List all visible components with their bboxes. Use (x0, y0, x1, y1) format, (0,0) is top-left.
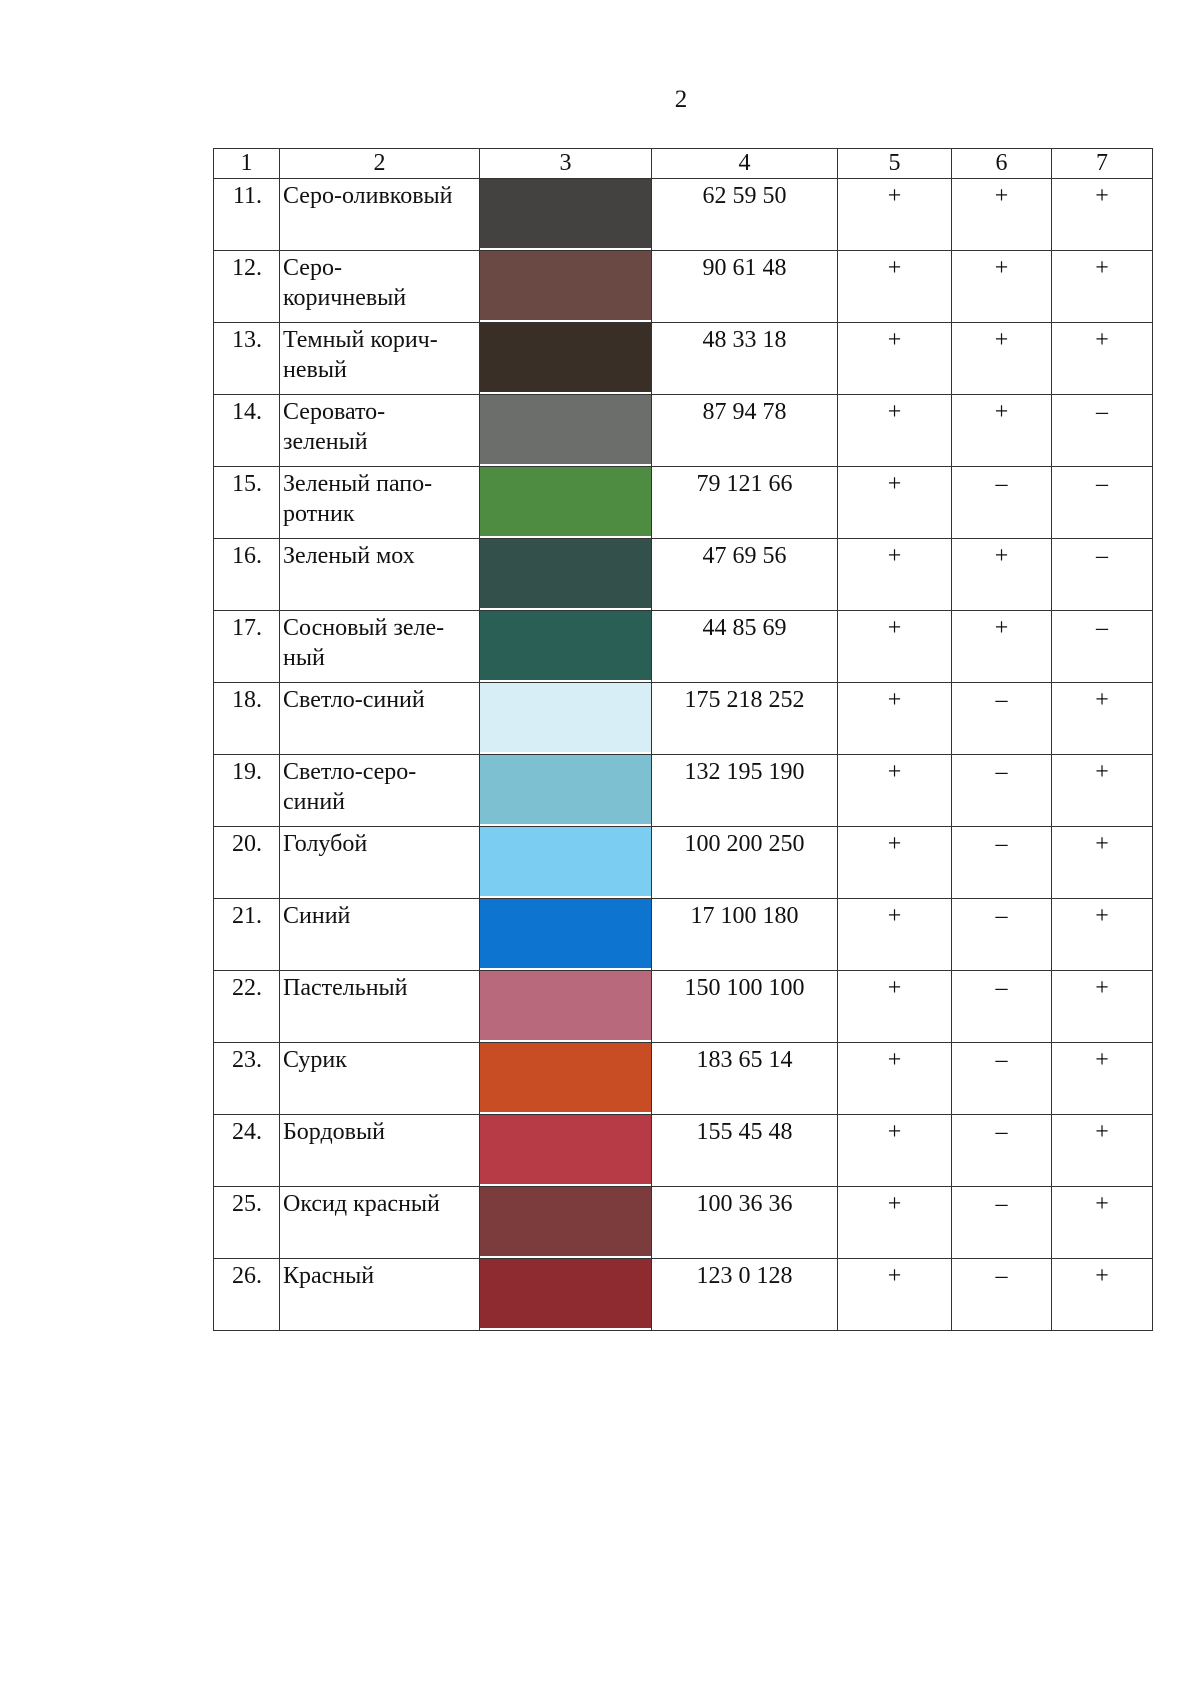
rgb-value: 48 33 18 (652, 323, 838, 395)
color-swatch (480, 179, 651, 248)
color-name: Зеленый папо- ротник (280, 467, 480, 539)
color-name: Серо- коричневый (280, 251, 480, 323)
color-name: Зеленый мох (280, 539, 480, 611)
color-swatch (480, 827, 651, 896)
rgb-value: 132 195 190 (652, 755, 838, 827)
mark-col-6: + (952, 179, 1052, 251)
color-swatch (480, 1187, 651, 1256)
mark-col-5: + (838, 323, 952, 395)
mark-col-6: – (952, 1187, 1052, 1259)
table-row (214, 755, 1153, 827)
color-name: Красный (280, 1259, 480, 1331)
mark-col-7: + (1052, 971, 1153, 1043)
mark-col-7: – (1052, 611, 1153, 683)
table-row (214, 827, 1153, 899)
swatch-cell (480, 323, 652, 395)
color-swatch (480, 539, 651, 608)
table-row (214, 323, 1153, 395)
row-number: 14. (214, 395, 280, 467)
color-name: Оксид красный (280, 1187, 480, 1259)
mark-col-7: + (1052, 323, 1153, 395)
row-number: 25. (214, 1187, 280, 1259)
mark-col-5: + (838, 179, 952, 251)
row-number: 21. (214, 899, 280, 971)
page-number: 2 (674, 86, 688, 113)
rgb-value: 17 100 180 (652, 899, 838, 971)
table-row (214, 467, 1153, 539)
color-name: Пастельный (280, 971, 480, 1043)
table-row (214, 395, 1153, 467)
rgb-value: 79 121 66 (652, 467, 838, 539)
rgb-value: 87 94 78 (652, 395, 838, 467)
mark-col-7: + (1052, 1259, 1153, 1331)
mark-col-7: + (1052, 1187, 1153, 1259)
color-name: Сурик (280, 1043, 480, 1115)
mark-col-5: + (838, 971, 952, 1043)
mark-col-7: + (1052, 179, 1153, 251)
swatch-cell (480, 395, 652, 467)
mark-col-5: + (838, 899, 952, 971)
swatch-cell (480, 1187, 652, 1259)
column-header: 4 (652, 149, 838, 179)
swatch-cell (480, 755, 652, 827)
table-body (214, 179, 1153, 1331)
rgb-value: 150 100 100 (652, 971, 838, 1043)
row-number: 23. (214, 1043, 280, 1115)
row-number: 22. (214, 971, 280, 1043)
color-swatch (480, 395, 651, 464)
mark-col-5: + (838, 467, 952, 539)
column-header: 3 (480, 149, 652, 179)
swatch-cell (480, 539, 652, 611)
mark-col-7: – (1052, 467, 1153, 539)
color-name: Голубой (280, 827, 480, 899)
table-row (214, 251, 1153, 323)
color-name: Серовато- зеленый (280, 395, 480, 467)
mark-col-5: + (838, 251, 952, 323)
table-row (214, 683, 1153, 755)
row-number: 13. (214, 323, 280, 395)
mark-col-7: – (1052, 539, 1153, 611)
table-row (214, 539, 1153, 611)
swatch-cell (480, 611, 652, 683)
mark-col-7: + (1052, 899, 1153, 971)
rgb-value: 183 65 14 (652, 1043, 838, 1115)
color-swatch (480, 971, 651, 1040)
mark-col-6: – (952, 1043, 1052, 1115)
color-swatch (480, 683, 651, 752)
color-swatch (480, 467, 651, 536)
table-row (214, 971, 1153, 1043)
swatch-cell (480, 251, 652, 323)
color-swatch (480, 755, 651, 824)
row-number: 17. (214, 611, 280, 683)
swatch-cell (480, 827, 652, 899)
table-row (214, 899, 1153, 971)
row-number: 20. (214, 827, 280, 899)
mark-col-7: + (1052, 1115, 1153, 1187)
rgb-value: 123 0 128 (652, 1259, 838, 1331)
table-row (214, 1115, 1153, 1187)
column-header: 1 (214, 149, 280, 179)
rgb-value: 100 36 36 (652, 1187, 838, 1259)
mark-col-6: + (952, 395, 1052, 467)
mark-col-5: + (838, 1187, 952, 1259)
table-row (214, 1187, 1153, 1259)
column-header: 2 (280, 149, 480, 179)
mark-col-5: + (838, 827, 952, 899)
mark-col-6: – (952, 827, 1052, 899)
mark-col-7: + (1052, 251, 1153, 323)
table-row (214, 611, 1153, 683)
mark-col-6: + (952, 251, 1052, 323)
table-row (214, 1259, 1153, 1331)
color-swatch (480, 323, 651, 392)
column-header: 5 (838, 149, 952, 179)
mark-col-6: – (952, 971, 1052, 1043)
mark-col-5: + (838, 683, 952, 755)
color-name: Темный корич- невый (280, 323, 480, 395)
color-swatch (480, 1043, 651, 1112)
rgb-value: 155 45 48 (652, 1115, 838, 1187)
mark-col-7: – (1052, 395, 1153, 467)
mark-col-5: + (838, 1115, 952, 1187)
color-swatch (480, 611, 651, 680)
mark-col-6: – (952, 899, 1052, 971)
color-swatch (480, 1115, 651, 1184)
mark-col-5: + (838, 1259, 952, 1331)
mark-col-6: + (952, 539, 1052, 611)
rgb-value: 90 61 48 (652, 251, 838, 323)
mark-col-6: – (952, 467, 1052, 539)
row-number: 19. (214, 755, 280, 827)
table-row (214, 179, 1153, 251)
color-swatch (480, 1259, 651, 1328)
color-table (213, 148, 1153, 1331)
swatch-cell (480, 971, 652, 1043)
color-name: Бордовый (280, 1115, 480, 1187)
row-number: 15. (214, 467, 280, 539)
row-number: 16. (214, 539, 280, 611)
row-number: 26. (214, 1259, 280, 1331)
mark-col-7: + (1052, 755, 1153, 827)
mark-col-6: – (952, 683, 1052, 755)
swatch-cell (480, 1043, 652, 1115)
mark-col-6: + (952, 323, 1052, 395)
row-number: 12. (214, 251, 280, 323)
color-name: Сосновый зеле- ный (280, 611, 480, 683)
mark-col-6: – (952, 755, 1052, 827)
mark-col-5: + (838, 539, 952, 611)
rgb-value: 47 69 56 (652, 539, 838, 611)
color-name: Светло-синий (280, 683, 480, 755)
mark-col-7: + (1052, 683, 1153, 755)
column-header: 7 (1052, 149, 1153, 179)
column-header: 6 (952, 149, 1052, 179)
mark-col-5: + (838, 755, 952, 827)
swatch-cell (480, 899, 652, 971)
color-name: Светло-серо- синий (280, 755, 480, 827)
mark-col-5: + (838, 395, 952, 467)
color-swatch (480, 899, 651, 968)
rgb-value: 44 85 69 (652, 611, 838, 683)
row-number: 11. (214, 179, 280, 251)
mark-col-7: + (1052, 1043, 1153, 1115)
rgb-value: 100 200 250 (652, 827, 838, 899)
swatch-cell (480, 683, 652, 755)
color-swatch (480, 251, 651, 320)
mark-col-6: + (952, 611, 1052, 683)
swatch-cell (480, 179, 652, 251)
swatch-cell (480, 1115, 652, 1187)
table-row (214, 1043, 1153, 1115)
swatch-cell (480, 1259, 652, 1331)
mark-col-5: + (838, 611, 952, 683)
row-number: 18. (214, 683, 280, 755)
swatch-cell (480, 467, 652, 539)
mark-col-6: – (952, 1115, 1052, 1187)
mark-col-6: – (952, 1259, 1052, 1331)
row-number: 24. (214, 1115, 280, 1187)
mark-col-7: + (1052, 827, 1153, 899)
header-row (214, 149, 1153, 179)
color-name: Серо-оливковый (280, 179, 480, 251)
color-name: Синий (280, 899, 480, 971)
mark-col-5: + (838, 1043, 952, 1115)
rgb-value: 175 218 252 (652, 683, 838, 755)
rgb-value: 62 59 50 (652, 179, 838, 251)
